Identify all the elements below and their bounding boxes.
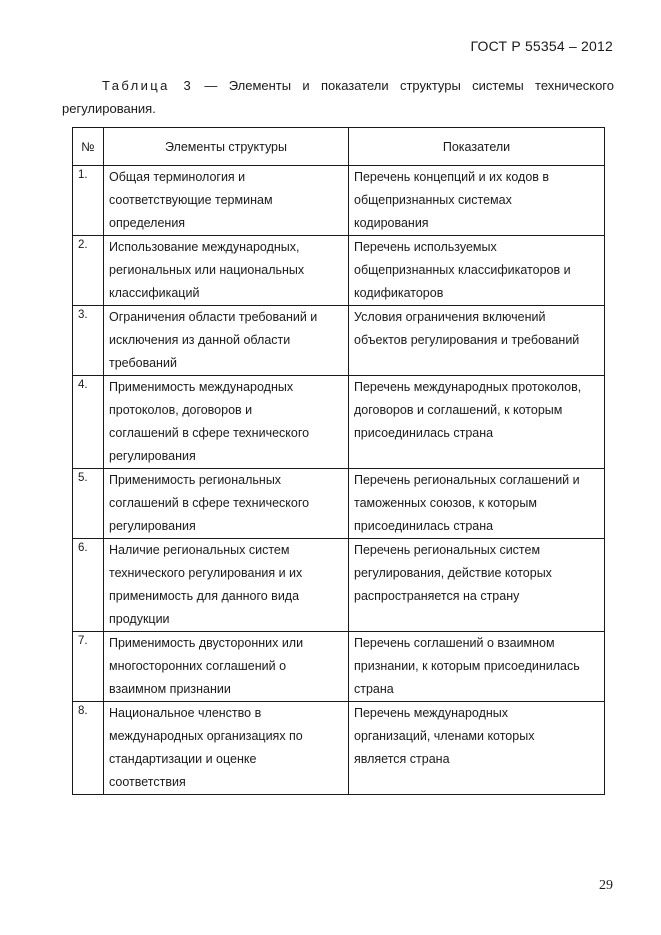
structure-element-cell: [104, 306, 349, 376]
structure-element-line: Применимость международных: [109, 380, 294, 394]
indicator-cell: [349, 702, 605, 795]
caption-dash: —: [204, 78, 218, 93]
indicator-line: Перечень международных: [354, 706, 509, 720]
indicator-line: общепризнанных системах: [354, 193, 512, 207]
table-row: [73, 236, 605, 306]
structure-element-line: регулирования: [109, 449, 196, 463]
indicator-line: объектов регулирования и требований: [354, 333, 580, 347]
row-number: 7.: [73, 632, 104, 702]
table-row: [73, 632, 605, 702]
indicator-cell: [349, 469, 605, 539]
indicator-cell: [349, 539, 605, 632]
header-num: №: [73, 128, 104, 166]
indicator-line: Условия ограничения включений: [354, 310, 546, 324]
table-row: [73, 166, 605, 236]
indicator-cell: [349, 236, 605, 306]
indicator-line: Перечень используемых: [354, 240, 497, 254]
indicator-line: распространяется на страну: [354, 589, 520, 603]
row-number: 2.: [73, 236, 104, 306]
indicator-cell: [349, 632, 605, 702]
indicator-line: является страна: [354, 752, 450, 766]
indicator-line: Перечень региональных систем: [354, 543, 541, 557]
structure-element-cell: [104, 166, 349, 236]
row-number: 3.: [73, 306, 104, 376]
document-standard-id: ГОСТ Р 55354 – 2012: [470, 38, 613, 54]
structure-element-line: продукции: [109, 612, 170, 626]
indicator-line: договоров и соглашений, к которым: [354, 403, 563, 417]
structure-element-line: многосторонних соглашений о: [109, 659, 287, 673]
structure-element-line: протоколов, договоров и: [109, 403, 253, 417]
structure-element-line: Применимость региональных: [109, 473, 282, 487]
indicator-line: страна: [354, 682, 394, 696]
indicator-line: кодирования: [354, 216, 429, 230]
caption-first-line: [62, 74, 614, 97]
structure-element-line: международных организациях по: [109, 729, 303, 743]
structure-elements-table: [72, 127, 605, 795]
structure-element-line: Национальное членство в: [109, 706, 262, 720]
structure-element-line: Общая терминология и: [109, 170, 246, 184]
structure-element-line: взаимном признании: [109, 682, 231, 696]
structure-element-line: применимость для данного вида: [109, 589, 300, 603]
caption-label: Таблица 3: [102, 78, 194, 93]
indicator-line: присоединилась страна: [354, 426, 494, 440]
indicator-line: организаций, членами которых: [354, 729, 535, 743]
indicator-line: Перечень соглашений о взаимном: [354, 636, 555, 650]
row-number: 1.: [73, 166, 104, 236]
structure-element-cell: [104, 376, 349, 469]
indicator-line: Перечень концепций и их кодов в: [354, 170, 550, 184]
caption-text-line2: регулирования.: [62, 101, 156, 116]
row-number: 4.: [73, 376, 104, 469]
structure-element-line: стандартизации и оценке: [109, 752, 257, 766]
indicator-line: регулирования, действие которых: [354, 566, 552, 580]
indicator-cell: [349, 306, 605, 376]
structure-element-line: определения: [109, 216, 186, 230]
structure-element-line: соответствующие терминам: [109, 193, 273, 207]
indicator-line: таможенных союзов, к которым: [354, 496, 537, 510]
indicator-cell: [349, 166, 605, 236]
indicator-line: признании, к которым присоединилась: [354, 659, 580, 673]
indicator-line: Перечень региональных соглашений и: [354, 473, 580, 487]
structure-element-cell: [104, 632, 349, 702]
table-row: [73, 306, 605, 376]
row-number: 8.: [73, 702, 104, 795]
structure-element-line: соглашений в сфере технического: [109, 496, 310, 510]
structure-element-cell: [104, 236, 349, 306]
structure-element-cell: [104, 469, 349, 539]
indicator-line: общепризнанных классификаторов и: [354, 263, 571, 277]
row-number: 6.: [73, 539, 104, 632]
indicator-line: кодификаторов: [354, 286, 444, 300]
header-indicators: Показатели: [349, 128, 605, 166]
table-caption: [62, 74, 614, 120]
table-row: [73, 702, 605, 795]
structure-element-cell: [104, 702, 349, 795]
row-number: 5.: [73, 469, 104, 539]
structure-element-line: Применимость двусторонних или: [109, 636, 304, 650]
indicator-cell: [349, 376, 605, 469]
header-elements: Элементы структуры: [104, 128, 349, 166]
table-row: [73, 539, 605, 632]
structure-element-line: технического регулирования и их: [109, 566, 303, 580]
caption-text-line1: Элементы и показатели структуры системы технического: [228, 78, 614, 93]
structure-element-line: Ограничения области требований и: [109, 310, 318, 324]
structure-element-line: региональных или национальных: [109, 263, 305, 277]
table-header-row: [73, 128, 605, 166]
structure-element-line: регулирования: [109, 519, 196, 533]
structure-element-line: соответствия: [109, 775, 186, 789]
structure-element-line: Наличие региональных систем: [109, 543, 290, 557]
structure-element-line: классификаций: [109, 286, 200, 300]
table-row: [73, 376, 605, 469]
table-row: [73, 469, 605, 539]
structure-element-line: Использование международных,: [109, 240, 300, 254]
structure-element-line: требований: [109, 356, 177, 370]
structure-element-cell: [104, 539, 349, 632]
indicator-line: присоединилась страна: [354, 519, 494, 533]
table-body: [73, 166, 605, 795]
structure-element-line: исключения из данной области: [109, 333, 291, 347]
indicator-line: Перечень международных протоколов,: [354, 380, 582, 394]
structure-element-line: соглашений в сфере технического: [109, 426, 310, 440]
page-number: 29: [599, 878, 613, 893]
